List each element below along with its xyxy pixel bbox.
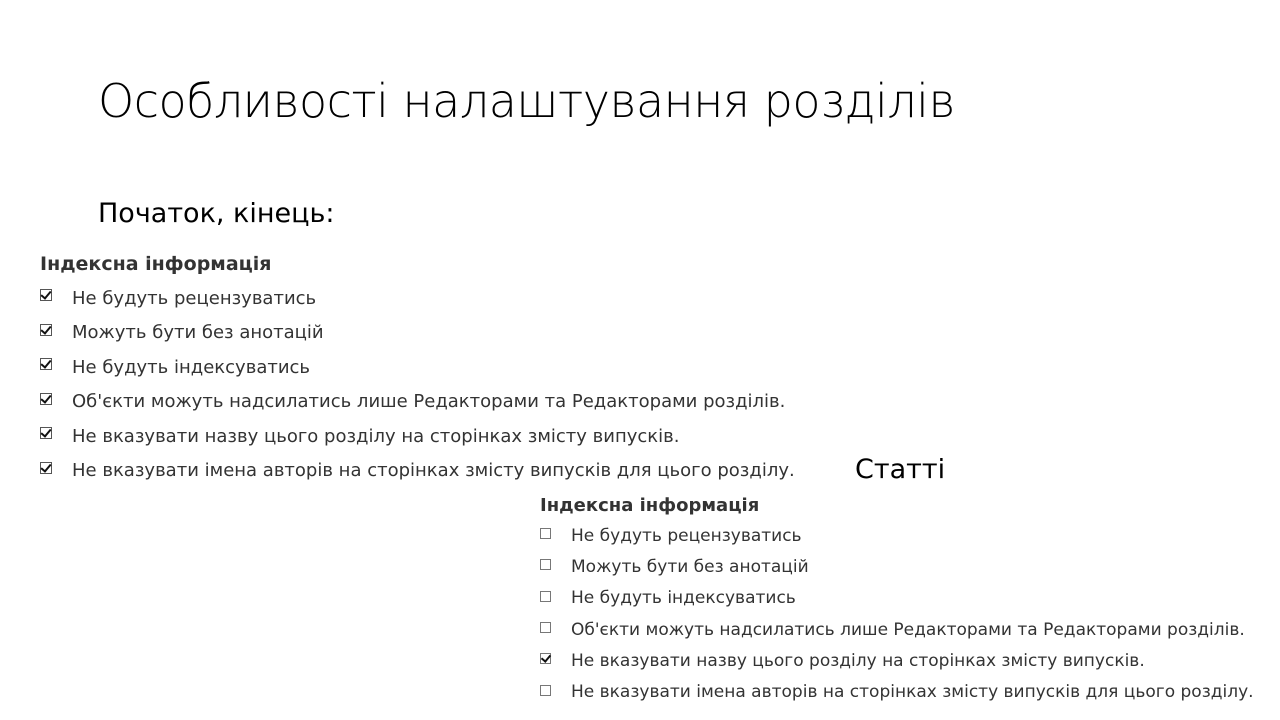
option-hide-author-names[interactable] [540, 676, 1254, 707]
checkbox[interactable] [540, 528, 551, 539]
option-label: Не вказувати назву цього розділу на сторінках змісту випусків. [72, 425, 680, 447]
option-hide-author-names[interactable] [40, 454, 795, 489]
option-label: Можуть бути без анотацій [72, 322, 324, 344]
checkbox[interactable] [40, 393, 52, 405]
option-not-reviewed[interactable] [540, 520, 1254, 551]
option-editors-only[interactable] [540, 614, 1254, 645]
checkbox[interactable] [540, 653, 551, 664]
subtitle-start-end: Початок, кінець: [98, 198, 335, 229]
checkbox[interactable] [40, 462, 52, 474]
option-label: Об'єкти можуть надсилатись лише Редакторами та Редакторами розділів. [571, 619, 1245, 640]
option-label: Не будуть індексуватись [72, 356, 311, 378]
slide-title: Особливості налаштування розділів [98, 74, 955, 128]
option-no-abstracts[interactable] [540, 551, 1254, 582]
checkbox[interactable] [540, 591, 551, 602]
option-hide-section-title[interactable] [40, 419, 795, 454]
option-label: Не будуть індексуватись [571, 588, 796, 609]
checkbox[interactable] [540, 559, 551, 570]
option-not-indexed[interactable] [540, 583, 1254, 614]
option-label: Не будуть рецензуватись [72, 287, 317, 309]
checkbox[interactable] [40, 324, 52, 336]
panel-heading: Індексна інформація [540, 495, 760, 516]
option-label: Не вказувати назву цього розділу на сторінках змісту випусків. [571, 650, 1145, 671]
option-editors-only[interactable] [40, 385, 795, 420]
checkbox[interactable] [40, 289, 52, 301]
option-label: Об'єкти можуть надсилатись лише Редакторами та Редакторами розділів. [72, 391, 786, 413]
option-no-abstracts[interactable] [40, 316, 795, 351]
option-label: Не вказувати імена авторів на сторінках змісту випусків для цього розділу. [571, 682, 1254, 703]
indexing-panel-start-end [40, 253, 795, 488]
option-label: Не вказувати імена авторів на сторінках змісту випусків для цього розділу. [72, 460, 795, 482]
checkbox[interactable] [540, 685, 551, 696]
checkbox[interactable] [540, 622, 551, 633]
checkbox[interactable] [40, 427, 52, 439]
option-label: Не будуть рецензуватись [571, 525, 802, 546]
option-label: Можуть бути без анотацій [571, 556, 809, 577]
option-not-indexed[interactable] [40, 350, 795, 385]
subtitle-articles: Статті [855, 454, 946, 485]
panel-heading: Індексна інформація [40, 253, 272, 275]
indexing-panel-articles [540, 495, 1254, 708]
option-not-reviewed[interactable] [40, 281, 795, 316]
checkbox[interactable] [40, 358, 52, 370]
option-hide-section-title[interactable] [540, 645, 1254, 676]
